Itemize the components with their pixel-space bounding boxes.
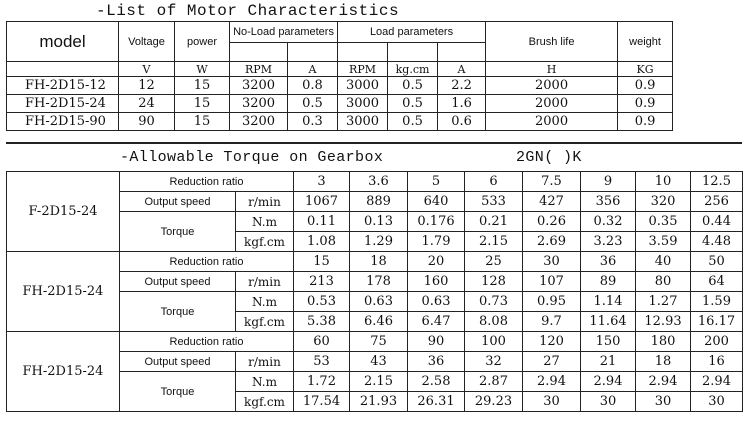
cell-value: 0.9 — [618, 77, 673, 95]
cell-value: 0.6 — [438, 113, 486, 131]
speed-value: 18 — [636, 352, 691, 372]
speed-value: 16 — [691, 352, 743, 372]
table-row — [7, 95, 743, 113]
cell-value: 12 — [119, 77, 175, 95]
cell-value: 0.5 — [388, 77, 438, 95]
torque-kgf-value: 16.17 — [691, 312, 743, 332]
reduction-ratio-label: Reduction ratio — [120, 172, 294, 192]
torque-kgf-value: 5.38 — [294, 312, 350, 332]
torque-nm-value: 0.21 — [465, 212, 523, 232]
cell-value: 15 — [175, 95, 230, 113]
speed-unit: r/min — [236, 352, 294, 372]
ratio-value: 7.5 — [523, 172, 581, 192]
torque-kgf-value: 11.64 — [581, 312, 636, 332]
output-speed-label: Output speed — [120, 272, 236, 292]
reduction-ratio-row — [7, 252, 743, 272]
group-model: FH-2D15-24 — [7, 332, 120, 412]
speed-value: 889 — [350, 192, 408, 212]
reduction-ratio-label: Reduction ratio — [120, 332, 294, 352]
cell-value: 3200 — [230, 113, 288, 131]
torque-kgf-value: 2.15 — [465, 232, 523, 252]
torque-kgf-value: 21.93 — [350, 392, 408, 412]
torque-nm-value: 0.11 — [294, 212, 350, 232]
motor-characteristics-table — [6, 21, 743, 131]
cell-value: 3200 — [230, 95, 288, 113]
table-row — [7, 77, 743, 95]
torque-nm-value: 1.72 — [294, 372, 350, 392]
cell-value: 2000 — [486, 95, 618, 113]
section-divider — [6, 142, 742, 148]
torque-nm-value: 2.94 — [523, 372, 581, 392]
gearbox-type-label: 2GN( )K — [516, 149, 582, 166]
ratio-value: 3.6 — [350, 172, 408, 192]
row-model: FH-2D15-24 — [7, 95, 119, 113]
cell-value: 15 — [175, 77, 230, 95]
group-model: FH-2D15-24 — [7, 252, 120, 332]
load-subcell — [338, 43, 388, 62]
cell-value: 0.5 — [288, 95, 338, 113]
torque-nm-value: 2.87 — [465, 372, 523, 392]
nm-unit: N.m — [236, 292, 294, 312]
output-speed-label: Output speed — [120, 352, 236, 372]
reduction-ratio-label: Reduction ratio — [120, 252, 294, 272]
unit-cell: kg.cm — [388, 62, 438, 77]
kgf-unit: kgf.cm — [236, 312, 294, 332]
torque-label: Torque — [120, 212, 236, 252]
unit-cell: W — [175, 62, 230, 77]
header-brush-life: Brush life — [486, 22, 618, 62]
torque-nm-value: 0.63 — [350, 292, 408, 312]
ratio-value: 90 — [408, 332, 465, 352]
ratio-value: 25 — [465, 252, 523, 272]
no-load-subcell — [288, 43, 338, 62]
torque-kgf-value: 29.23 — [465, 392, 523, 412]
unit-cell: V — [119, 62, 175, 77]
cell-value: 2000 — [486, 77, 618, 95]
torque-nm-value: 0.26 — [523, 212, 581, 232]
torque-nm-value: 0.53 — [294, 292, 350, 312]
speed-unit: r/min — [236, 192, 294, 212]
nm-unit: N.m — [236, 212, 294, 232]
unit-cell: A — [438, 62, 486, 77]
torque-label: Torque — [120, 372, 236, 412]
speed-value: 178 — [350, 272, 408, 292]
torque-kgf-value: 1.29 — [350, 232, 408, 252]
speed-value: 427 — [523, 192, 581, 212]
cell-value: 2000 — [486, 113, 618, 131]
speed-value: 36 — [408, 352, 465, 372]
ratio-value: 100 — [465, 332, 523, 352]
speed-value: 53 — [294, 352, 350, 372]
speed-value: 27 — [523, 352, 581, 372]
torque-nm-value: 2.15 — [350, 372, 408, 392]
load-subcell — [438, 43, 486, 62]
torque-nm-value: 0.63 — [408, 292, 465, 312]
torque-nm-value: 1.14 — [581, 292, 636, 312]
speed-value: 128 — [465, 272, 523, 292]
speed-value: 356 — [581, 192, 636, 212]
cell-value: 3000 — [338, 95, 388, 113]
torque-kgf-value: 3.23 — [581, 232, 636, 252]
ratio-value: 9 — [581, 172, 636, 192]
unit-cell: A — [288, 62, 338, 77]
unit-cell: RPM — [230, 62, 288, 77]
speed-value: 160 — [408, 272, 465, 292]
torque-nm-value: 0.13 — [350, 212, 408, 232]
torque-kgf-value: 1.08 — [294, 232, 350, 252]
torque-kgf-value: 6.47 — [408, 312, 465, 332]
speed-value: 107 — [523, 272, 581, 292]
torque-kgf-value: 30 — [691, 392, 743, 412]
speed-value: 640 — [408, 192, 465, 212]
reduction-ratio-row — [7, 172, 743, 192]
cell-value: 15 — [175, 113, 230, 131]
header-voltage: Voltage — [119, 22, 175, 62]
speed-value: 64 — [691, 272, 743, 292]
ratio-value: 50 — [691, 252, 743, 272]
ratio-value: 15 — [294, 252, 350, 272]
gearbox-torque-table — [6, 171, 743, 412]
torque-nm-value: 2.94 — [636, 372, 691, 392]
cell-value: 3000 — [338, 113, 388, 131]
torque-kgf-value: 12.93 — [636, 312, 691, 332]
torque-nm-value: 0.32 — [581, 212, 636, 232]
torque-nm-value: 0.176 — [408, 212, 465, 232]
speed-value: 89 — [581, 272, 636, 292]
ratio-value: 6 — [465, 172, 523, 192]
ratio-value: 10 — [636, 172, 691, 192]
cell-value: 0.8 — [288, 77, 338, 95]
torque-nm-value: 0.35 — [636, 212, 691, 232]
ratio-value: 40 — [636, 252, 691, 272]
ratio-value: 18 — [350, 252, 408, 272]
cell-value: 90 — [119, 113, 175, 131]
speed-value: 43 — [350, 352, 408, 372]
header-load: Load parameters — [338, 22, 486, 43]
torque-kgf-value: 6.46 — [350, 312, 408, 332]
speed-value: 256 — [691, 192, 743, 212]
speed-value: 80 — [636, 272, 691, 292]
torque-kgf-value: 1.79 — [408, 232, 465, 252]
ratio-value: 60 — [294, 332, 350, 352]
unit-cell: RPM — [338, 62, 388, 77]
torque-nm-value: 0.95 — [523, 292, 581, 312]
speed-value: 1067 — [294, 192, 350, 212]
header-power: power — [175, 22, 230, 62]
ratio-value: 180 — [636, 332, 691, 352]
torque-kgf-value: 30 — [636, 392, 691, 412]
ratio-value: 30 — [523, 252, 581, 272]
gearbox-torque-title: -Allowable Torque on Gearbox — [120, 149, 384, 166]
ratio-value: 5 — [408, 172, 465, 192]
kgf-unit: kgf.cm — [236, 392, 294, 412]
torque-nm-value: 0.44 — [691, 212, 743, 232]
torque-kgf-value: 9.7 — [523, 312, 581, 332]
speed-unit: r/min — [236, 272, 294, 292]
table-row — [7, 113, 743, 131]
load-subcell — [388, 43, 438, 62]
torque-nm-value: 2.94 — [691, 372, 743, 392]
torque-kgf-value: 4.48 — [691, 232, 743, 252]
speed-value: 32 — [465, 352, 523, 372]
speed-value: 320 — [636, 192, 691, 212]
ratio-value: 36 — [581, 252, 636, 272]
header-weight: weight — [618, 22, 673, 62]
motor-characteristics-title: -List of Motor Characteristics — [96, 2, 400, 20]
torque-kgf-value: 2.69 — [523, 232, 581, 252]
torque-nm-value: 2.94 — [581, 372, 636, 392]
torque-kgf-value: 30 — [523, 392, 581, 412]
kgf-unit: kgf.cm — [236, 232, 294, 252]
cell-value: 0.9 — [618, 113, 673, 131]
cell-value: 0.3 — [288, 113, 338, 131]
cell-value: 3000 — [338, 77, 388, 95]
nm-unit: N.m — [236, 372, 294, 392]
torque-kgf-value: 3.59 — [636, 232, 691, 252]
torque-nm-value: 0.73 — [465, 292, 523, 312]
cell-value: 2.2 — [438, 77, 486, 95]
group-model: F-2D15-24 — [7, 172, 120, 252]
ratio-value: 75 — [350, 332, 408, 352]
torque-nm-value: 1.27 — [636, 292, 691, 312]
ratio-value: 12.5 — [691, 172, 743, 192]
torque-kgf-value: 26.31 — [408, 392, 465, 412]
output-speed-label: Output speed — [120, 192, 236, 212]
cell-value: 0.9 — [618, 95, 673, 113]
ratio-value: 20 — [408, 252, 465, 272]
ratio-value: 150 — [581, 332, 636, 352]
unit-cell: KG — [618, 62, 673, 77]
table-margin — [673, 22, 743, 131]
torque-kgf-value: 17.54 — [294, 392, 350, 412]
speed-value: 533 — [465, 192, 523, 212]
torque-nm-value: 1.59 — [691, 292, 743, 312]
reduction-ratio-row — [7, 332, 743, 352]
speed-value: 21 — [581, 352, 636, 372]
header-model: model — [7, 22, 119, 62]
ratio-value: 120 — [523, 332, 581, 352]
unit-model-blank — [7, 62, 119, 77]
torque-label: Torque — [120, 292, 236, 332]
cell-value: 1.6 — [438, 95, 486, 113]
unit-cell: H — [486, 62, 618, 77]
no-load-subcell — [230, 43, 288, 62]
cell-value: 0.5 — [388, 95, 438, 113]
cell-value: 3200 — [230, 77, 288, 95]
torque-nm-value: 2.58 — [408, 372, 465, 392]
ratio-value: 200 — [691, 332, 743, 352]
torque-kgf-value: 30 — [581, 392, 636, 412]
torque-kgf-value: 8.08 — [465, 312, 523, 332]
header-no-load: No-Load parameters — [230, 22, 338, 43]
row-model: FH-2D15-12 — [7, 77, 119, 95]
speed-value: 213 — [294, 272, 350, 292]
ratio-value: 3 — [294, 172, 350, 192]
cell-value: 0.5 — [388, 113, 438, 131]
row-model: FH-2D15-90 — [7, 113, 119, 131]
cell-value: 24 — [119, 95, 175, 113]
